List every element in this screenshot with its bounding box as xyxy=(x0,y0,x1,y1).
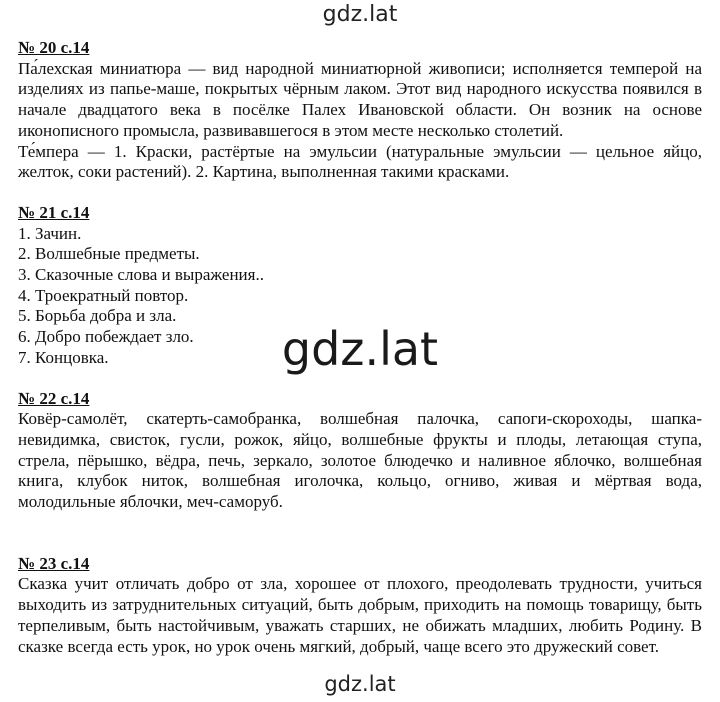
list-item: 6. Добро побеждает зло. xyxy=(18,327,194,347)
watermark-bottom: gdz.lat xyxy=(324,672,396,696)
watermark-middle: gdz.lat xyxy=(281,322,439,376)
section-heading: № 21 с.14 xyxy=(18,202,90,222)
section-23 xyxy=(18,554,702,658)
paragraph: Па́лехская миниатюра — вид народной миниатюрной живописи; исполняется темперой на изделиях из папье-маше, покрытых чёрным лаком. Этот вид народного искусства появился в начале двадцатого века в посёлке Палех Ивановской области. Он возник на основе иконописного промысла, развивавшегося в этом месте несколько столетий. xyxy=(18,58,702,140)
list-item: 5. Борьба добра и зла. xyxy=(18,306,177,326)
paragraph: Ковёр-самолёт, скатерть-самобранка, волшебная палочка, сапоги-скороходы, шапка-невидимка, свисток, гусли, рожок, яйцо, волшебные фрукты и плоды, летающая ступа, стрела, пёрышко, вёдра, печь, зеркало, золотое блюдечко и наливное яблочко, волшебная книга, клубок ниток, волшебная иголочка, кольцо, огниво, живая и мёртвая вода, молодильные яблочки, меч-саморуб. xyxy=(18,409,702,512)
list-item: 1. Зачин. xyxy=(18,223,82,243)
list-item: 7. Концовка. xyxy=(18,347,109,367)
watermark-top: gdz.lat xyxy=(322,2,398,27)
list-item: 2. Волшебные предметы. xyxy=(18,244,200,264)
paragraph: Сказка учит отличать добро от зла, хорошее от плохого, преодолевать трудности, учиться выходить из затруднительных ситуаций, быть добрым, приходить на помощь товарищу, быть терпеливым, быть настойчивым, уважать старших, не обижать младших, любить Родину. В сказке всегда есть урок, но урок очень мягкий, добрый, чаще всего это дружеский совет. xyxy=(18,574,702,656)
section-heading: № 22 с.14 xyxy=(18,388,90,408)
section-heading: № 23 с.14 xyxy=(18,553,90,573)
section-20 xyxy=(18,38,702,183)
paragraph: Те́мпера — 1. Краски, растёртые на эмульсии (натуральные эмульсии — цельное яйцо, желток, соки растений). 2. Картина, выполненная такими красками. xyxy=(18,141,702,182)
list-item: 3. Сказочные слова и выражения.. xyxy=(18,265,264,285)
list-item: 4. Троекратный повтор. xyxy=(18,285,189,305)
section-22 xyxy=(18,389,702,513)
section-heading: № 20 с.14 xyxy=(18,38,90,57)
